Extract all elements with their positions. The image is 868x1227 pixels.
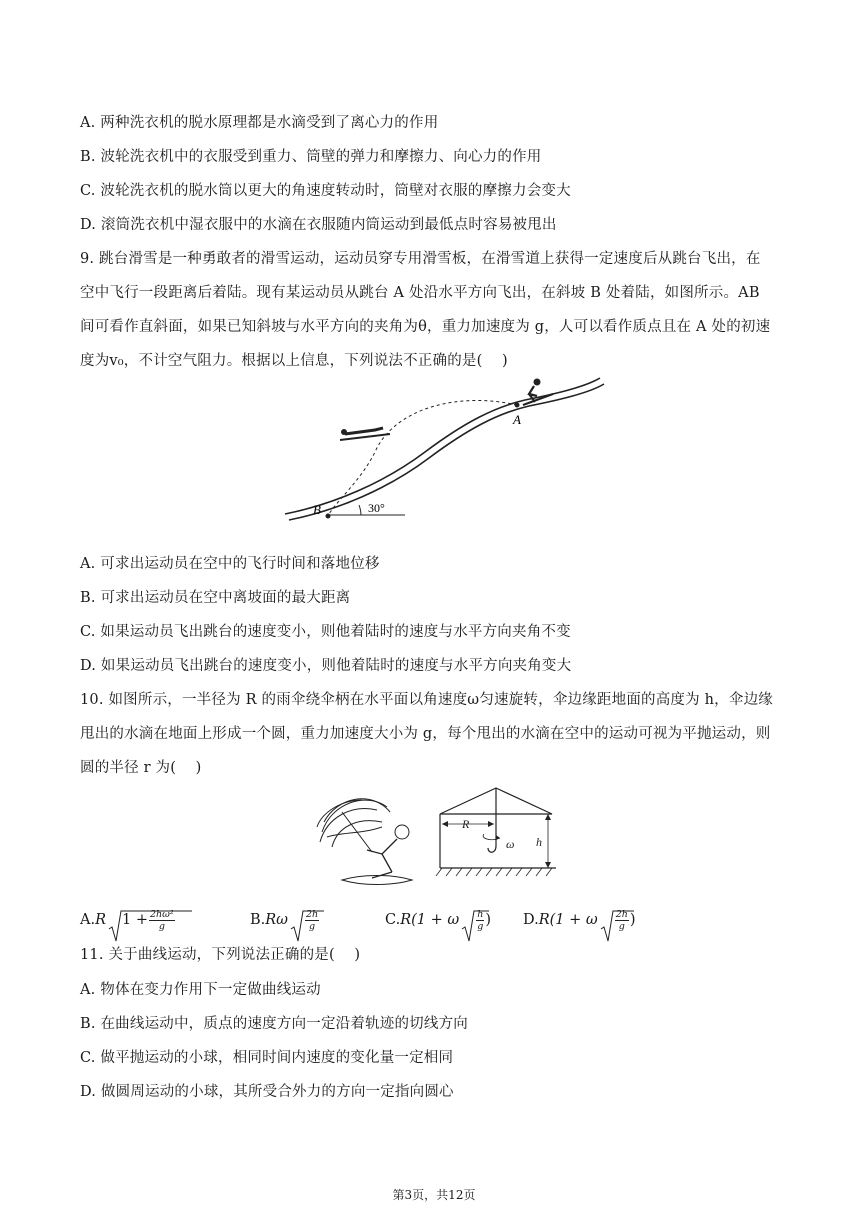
q10-option-c: C. R(1 + ω $\frac{h}{g}$ ): [385, 900, 491, 940]
ski-jump-figure: [275, 372, 610, 524]
sqrt-a: 1 + $\frac{\text{2hω²}}{g}$: [108, 909, 176, 932]
q9-option-b: B. 可求出运动员在空中离坡面的最大距离: [80, 590, 351, 606]
flying-skier-icon: [340, 428, 390, 440]
label-h: h: [536, 835, 542, 849]
label-b: B: [313, 502, 321, 517]
q10-stem-line-2: 甩出的水滴在地面上形成一个圆，重力加速度大小为 g，每个甩出的水滴在空中的运动可视为平抛运动，则: [80, 726, 771, 742]
q9-option-c: C. 如果运动员飞出跳台的速度变小，则他着陆时的速度与水平方向夹角不变: [80, 624, 571, 640]
q9-stem-line-2: 空中飞行一段距离后着陆。现有某运动员从跳台 A 处沿水平方向飞出，在斜坡 B 处着陆，如图所示。AB: [80, 285, 760, 301]
q9-option-d: D. 如果运动员飞出跳台的速度变小，则他着陆时的速度与水平方向夹角变大: [80, 658, 572, 674]
q10-stem-line-3: 圆的半径 r 为( ): [80, 760, 202, 776]
q10-options: [80, 900, 800, 940]
page-number: 第3页，共12页: [392, 1188, 476, 1202]
label-omega: ω: [506, 837, 515, 851]
q11-option-a: A. 物体在变力作用下一定做曲线运动: [80, 982, 321, 998]
umbrella-person-figure: [312, 792, 422, 892]
skier-icon: [523, 379, 553, 406]
q11-stem: 11. 关于曲线运动，下列说法正确的是( ): [80, 947, 361, 963]
label-r: R: [462, 817, 470, 831]
sqrt-d: $\frac{2h}{g}$: [600, 909, 630, 932]
q9-stem-line-4: 度为v₀，不计空气阻力。根据以上信息，下列说法不正确的是( ): [80, 353, 508, 369]
q8-option-d: D. 滚筒洗衣机中湿衣服中的水滴在衣服随内筒运动到最低点时容易被甩出: [80, 217, 557, 233]
q9-stem-line-3: 间可看作直斜面，如果已知斜坡与水平方向的夹角为θ，重力加速度为 g，人可以看作质点且在 A 处的初速: [80, 319, 771, 335]
q11-option-d: D. 做圆周运动的小球，其所受合外力的方向一定指向圆心: [80, 1084, 454, 1100]
q11-option-b: B. 在曲线运动中，质点的速度方向一定沿着轨迹的切线方向: [80, 1016, 468, 1032]
q10-option-a: A. R 1 + $\frac{\text{2hω²}}{g}$: [80, 900, 176, 940]
q10-option-d: D. R(1 + ω $\frac{2h}{g}$ ): [523, 900, 636, 940]
q8-option-b: B. 波轮洗衣机中的衣服受到重力、筒壁的弹力和摩擦力、向心力的作用: [80, 149, 542, 165]
angle-label: 30°: [368, 501, 385, 515]
sqrt-b: $\frac{2h}{g}$: [290, 909, 320, 932]
q11-option-c: C. 做平抛运动的小球，相同时间内速度的变化量一定相同: [80, 1050, 454, 1066]
q10-option-b: B. Rω $\frac{2h}{g}$: [250, 900, 320, 940]
q9-stem-line-1: 9. 跳台滑雪是一种勇敢者的滑雪运动，运动员穿专用滑雪板，在滑雪道上获得一定速度后从跳台飞出，在: [80, 251, 761, 267]
label-a: A: [513, 412, 521, 427]
q8-option-a: A. 两种洗衣机的脱水原理都是水滴受到了离心力的作用: [80, 115, 439, 131]
q9-option-a: A. 可求出运动员在空中的飞行时间和落地位移: [80, 556, 380, 572]
sqrt-c: $\frac{h}{g}$: [461, 909, 485, 932]
q10-stem-line-1: 10. 如图所示，一半径为 R 的雨伞绕伞柄在水平面以角速度ω匀速旋转，伞边缘距地面的高度为 h，伞边缘: [80, 692, 773, 708]
umbrella-diagram: [432, 786, 560, 886]
q8-option-c: C. 波轮洗衣机的脱水筒以更大的角速度转动时，筒壁对衣服的摩擦力会变大: [80, 183, 571, 199]
